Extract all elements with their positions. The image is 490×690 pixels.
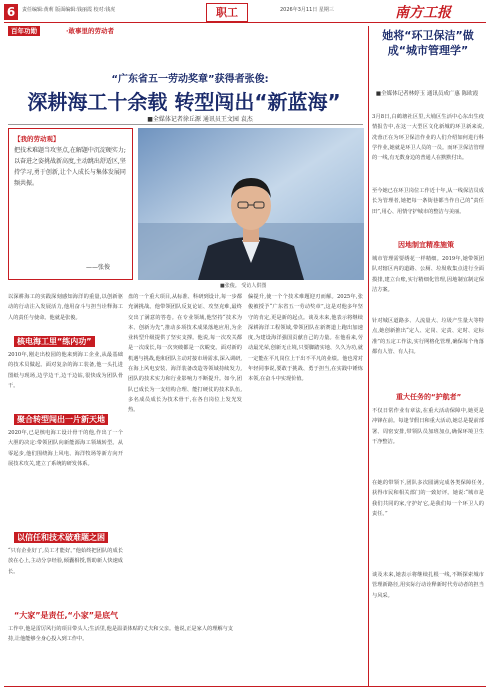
header-rule bbox=[4, 22, 486, 23]
sidebar-paragraph: 不仅日常作业有章法,在重大活动保障中,她更是冲锋在前。每逢节假日和重大活动,她总是提前部署、周密安排,带领队员加班加点,确保环境卫生干净整洁。 bbox=[372, 408, 484, 445]
article-column-3: 偏提升,使一个个技术难题迎刃而解。2025年,张俊被授予“广东省五一劳动奖章”,这是对他多年坚守的肯定,更是新的起点。谈及未来,他表示将继续深耕海洋工程领域,带领团队在新赛道上跑出加速度,为建设海洋强国贡献自己的力量。在他看来,劳动最光荣,创新无止境,只要脚踏实地、久久为功,就一定能在平凡岗位上干出不平凡的业绩。他也常对年轻同事说,要敢于挑战、勇于担当,在实践中锤炼本领,在奋斗中实现价值。 bbox=[248, 294, 363, 383]
headline-rule bbox=[8, 124, 363, 125]
sidebar-paragraph: 至今她已在环卫岗位工作近十年,从一线保洁员成长为管理者,她把每一条街巷都当作自己的“责任田”,用心、用情守护城市的整洁与美丽。 bbox=[372, 188, 484, 215]
sidebar-subheading: 重大任务的“护航者” bbox=[396, 393, 462, 401]
page-number: 6 bbox=[4, 4, 18, 20]
sidebar-paragraph: 城市管理需要绣花一样精细。2019年,她带领团队对辖区内的道路、公厕、垃圾收集点进行全面摸排,建立台账,实行精细化管理,因地制宜制定保洁方案。 bbox=[372, 256, 484, 293]
subheading: 聚合转型闯出一片新天地 bbox=[14, 414, 108, 425]
article-paragraph: 工作中,他是雷厉风行的项目带头人;生活里,他是温柔体贴的丈夫和父亲。他说,正是家人的理解与支持,让他能够全身心投入到工作中。 bbox=[8, 626, 233, 643]
article-byline: ■全媒体记者徐丘源 通讯员王文园 袁杰 bbox=[147, 116, 253, 123]
quote-text: 把技术难题当攻坚点,在解题中沉淀硬实力;以奋进之姿挑战新高度,主动跳出舒适区,坚持学习,勇于创新,让个人成长与集体发展同频共振。 bbox=[14, 147, 126, 187]
column-subtag: ·敢事里的劳动者 bbox=[66, 27, 114, 35]
article-paragraph: 2010年,刚走出校园的他来到海工企业,从最基础的技术员做起。面对复杂的海工装备,他一头扎进图纸与现场,边学边干,边干边钻,很快成为团队骨干。 bbox=[8, 352, 123, 389]
article-paragraph: “只有企业好了,员工才能好。”他始终把团队的成长放在心上,主动分享经验,倾囊相授,帮助新人快速成长。 bbox=[8, 548, 123, 575]
header-meta: 责任编辑:黄莉 版面编辑:钱丽霞 校对:钱虎 bbox=[22, 7, 116, 13]
article-headline: 深耕海工十余载 转型闯出“新蓝海” bbox=[27, 90, 341, 114]
newspaper-brand: 南方工报 bbox=[395, 5, 451, 21]
photo-caption: ■张俊。 受访人供图 bbox=[220, 283, 267, 289]
quote-title: 【我的劳动观】 bbox=[14, 135, 60, 143]
sidebar-paragraph: 在她的带领下,团队多次圆满完成各类保障任务,获得市民和相关部门的一致好评。她说:“城市是我们共同的家,守护好它,是我们每一个环卫人的责任。” bbox=[372, 480, 484, 517]
sidebar-paragraph: 3月8日,白鹤塘社区里,大埔区生活中心东出生疫情报告中,在这一大型区文化新城的环卫新来说,冼蓉正在为环卫保洁作业的人们介绍如何进行科学作业,她就是环卫人员的一员。而环卫保洁管理的一线,有无数身边的普通人在默默付出。 bbox=[372, 114, 484, 162]
column-tag: 百年功勋 bbox=[8, 26, 40, 36]
article-column-2: 盘的一个重大项目,从标准、科研到设计,每一步都充满挑战。他带领团队反复论证、攻坚克难,最终交出了满意的答卷。在专业领域,他坚持“技术为本、创新为先”,推动多项技术成果落地应用,为企业转型升级提供了坚实支撑。他说,每一次攻关都是一次成长,每一次突破都是一次蜕变。面对新的机遇与挑战,他和团队主动对接市场需求,深入调研,在海上风电安装、海洋装备改造等领域持续发力,团队的技术实力和行业影响力不断提升。如今,团队已成长为一支结构合理、能打硬仗的技术队伍,多名成员成长为技术骨干,在各自岗位上发光发热。 bbox=[128, 294, 242, 414]
issue-date: 2026年3月11日 星期三 bbox=[280, 7, 334, 13]
subheading: “大家”是责任,“小家”是底气 bbox=[14, 611, 119, 620]
section-label: 职工 bbox=[206, 3, 248, 22]
portrait-illustration bbox=[138, 128, 364, 280]
article-paragraph: 以深耕海工的实践深刻感知海洋的重量,以创新驱动的行动注入发展活力,他用奋斗与担当诠释海工人的责任与使命。他就是张俊。 bbox=[8, 294, 123, 321]
sidebar-paragraph: 针对城区道路多、人流量大、垃圾产生量大等特点,她创新推出“定人、定岗、定责、定时、定标准”的五定工作法,实行网格化管理,确保每个角落都有人管、有人扫。 bbox=[372, 318, 484, 355]
footer-rule bbox=[4, 686, 486, 687]
sidebar-subheading: 因地制宜精准施策 bbox=[398, 241, 454, 249]
portrait-photo bbox=[138, 128, 364, 280]
subheading: 以信任和技术破难题之困 bbox=[14, 532, 108, 543]
quote-signature: ——张俊 bbox=[86, 264, 111, 271]
sidebar-byline: ■全媒体记者林婷玉 通讯员成广惠 陈欧霞 bbox=[375, 91, 479, 97]
sidebar-title: 她将“环卫保洁”做成“城市管理学” bbox=[382, 29, 474, 57]
article-kicker: “广东省五一劳动奖章”获得者张俊: bbox=[111, 74, 269, 85]
article-paragraph: 2020年,已是核电海工设计骨干的他,作出了一个大胆的决定:带领团队向新能源海工领域转型。从零起步,他们围绕海上风电、海洋牧场等新方向开展技术攻关,建立了系统的研发体系。 bbox=[8, 430, 123, 467]
sidebar-paragraph: 谈及未来,她表示将继续扎根一线,不断探索城市管理新路径,用实际行动诠释新时代劳动者的担当与风采。 bbox=[372, 572, 484, 599]
subheading: 核电海工里“练内功” bbox=[14, 336, 95, 347]
